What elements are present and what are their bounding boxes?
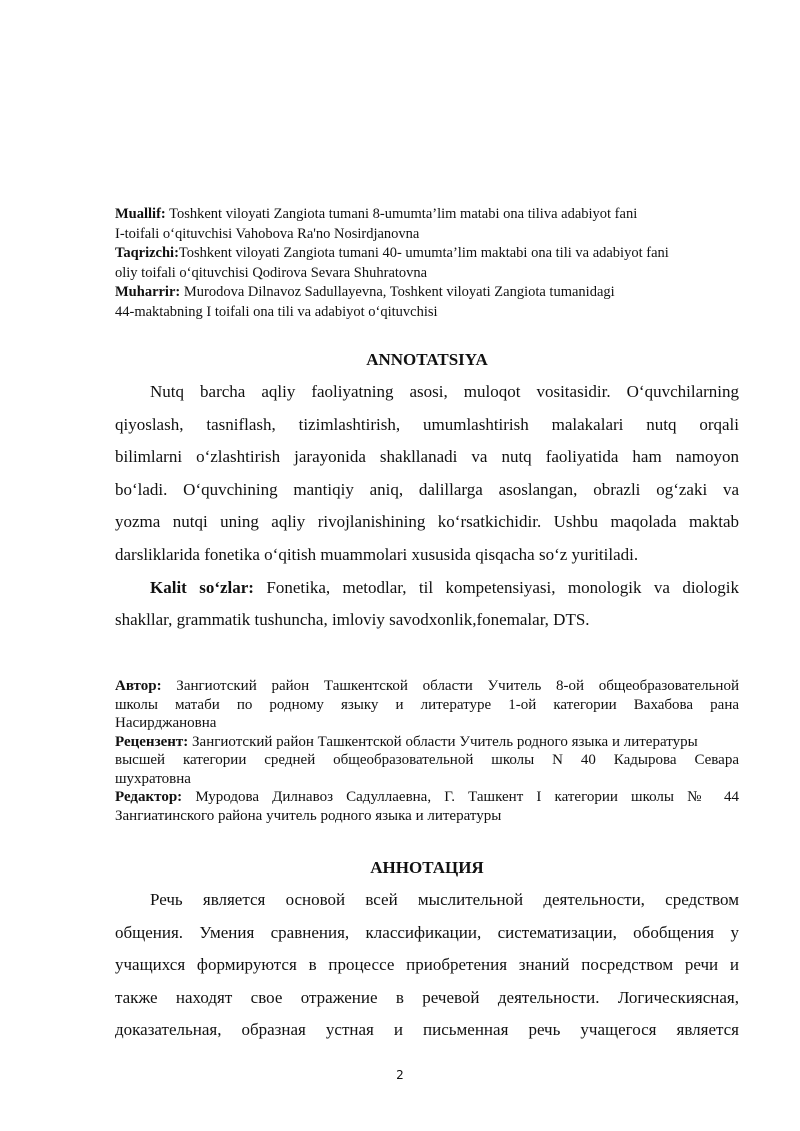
annotatsiya-line: bo‘ladi. O‘quvchining mantiqiy aniq, dalillarga asoslangan, obrazli og‘zaki va <box>115 479 739 499</box>
keywords-line-1: Kalit so‘zlar: Fonetika, metodlar, til kompetensiyasi, monologik va diologik <box>150 577 739 597</box>
annotaciya-line: доказательная, образная устная и письменная речь учащегося является <box>115 1020 739 1039</box>
annotaciya-line: учащихся формируются в процессе приобретения знаний посредством речи и <box>115 955 739 974</box>
muharrir-label: Muharrir: <box>115 284 181 300</box>
annotatsiya-line: bilimlarni o‘zlashtirish jarayonida shakllanadi va nutq faoliyatida ham namoyon <box>115 447 739 467</box>
keywords-line-2: shakllar, grammatik tushuncha, imloviy savodxonlik,fonemalar, DTS. <box>115 610 590 630</box>
annotatsiya-line: qiyoslash, tasniflash, tizimlashtirish, umumlashtirish malakalari nutq orqali <box>115 414 739 434</box>
muallif-line-1: Muallif: Toshkent viloyati Zangiota tumani 8-umumta’lim matabi ona tiliva adabiyot fani <box>115 206 638 222</box>
recenzent-line-3: шухратовна <box>115 770 191 787</box>
redaktor-line-2: Зангиатинского района учитель родного языка и литературы <box>115 807 502 824</box>
redaktor-label: Редактор: <box>115 789 183 805</box>
annotatsiya-line: yozma nutqi uning aqliy rivojlanishining ko‘rsatkichidir. Ushbu maqolada maktab <box>115 512 739 532</box>
page-number: 2 <box>396 1068 404 1082</box>
annotaciya-body <box>115 884 739 1047</box>
avtor-label: Автор: <box>115 678 162 694</box>
muharrir-line-1: Muharrir: Murodova Dilnavoz Sadullayevna, Toshkent viloyati Zangiota tumanidagi <box>115 284 615 300</box>
taqrizchi-label: Taqrizchi: <box>115 245 179 261</box>
muharrir-line-2: 44-maktabning I toifali ona tili va adabiyot o‘qituvchisi <box>115 303 438 320</box>
recenzent-label: Рецензент: <box>115 733 189 750</box>
annotatsiya-heading: ANNOTATSIYA <box>366 350 488 369</box>
annotatsiya-line: Nutq barcha aqliy faoliyatning asosi, muloqot vositasidir. O‘quvchilarning <box>150 382 739 401</box>
muallif-line-2: I-toifali o‘qituvchisi Vahobova Ra'no Nosirdjanovna <box>115 225 420 242</box>
annotatsiya-body <box>115 376 739 637</box>
authors-uz <box>115 205 739 322</box>
annotaciya-line: общения. Умения сравнения, классификации, систематизации, обобщения у <box>115 922 739 942</box>
annotaciya-line: также находят свое отражение в речевой деятельности. Логическиясная, <box>115 987 739 1007</box>
annotaciya-line: Речь является основой всей мыслительной деятельности, средством <box>150 890 739 909</box>
avtor-line-2: школы матаби по родному языку и литературе 1-ой категории Вахабова рана <box>115 696 739 713</box>
redaktor-line-1: Редактор: Муродова Дилнавоз Садуллаевна, Г. Ташкент I категории школы № 44 <box>115 789 739 805</box>
muallif-label: Muallif: <box>115 206 166 222</box>
recenzent-line-2: высшей категории средней общеобразовательной школы N 40 Кадырова Севара <box>115 752 739 768</box>
keywords-label: Kalit so‘zlar: <box>150 577 254 597</box>
avtor-line-3: Насирджановна <box>115 715 217 731</box>
annotaciya-heading: АННОТАЦИЯ <box>370 858 484 877</box>
taqrizchi-line-2: oliy toifali o‘qituvchisi Qodirova Sevara Shuhratovna <box>115 264 428 281</box>
annotatsiya-line: darsliklarida fonetika o‘qitish muammolari xususida qisqacha so‘z yuritiladi. <box>115 544 639 564</box>
taqrizchi-line-1: Taqrizchi:Toshkent viloyati Zangiota tumani 40- umumta’lim maktabi ona tili va adabiyot fani <box>115 245 669 261</box>
recenzent-line-1: Рецензент: Зангиотский район Ташкентской области Учитель родного языка и литературы <box>115 733 698 750</box>
avtor-line-1: Автор: Зангиотский район Ташкентской области Учитель 8-ой общеобразовательной <box>115 678 739 694</box>
authors-ru <box>115 677 739 825</box>
